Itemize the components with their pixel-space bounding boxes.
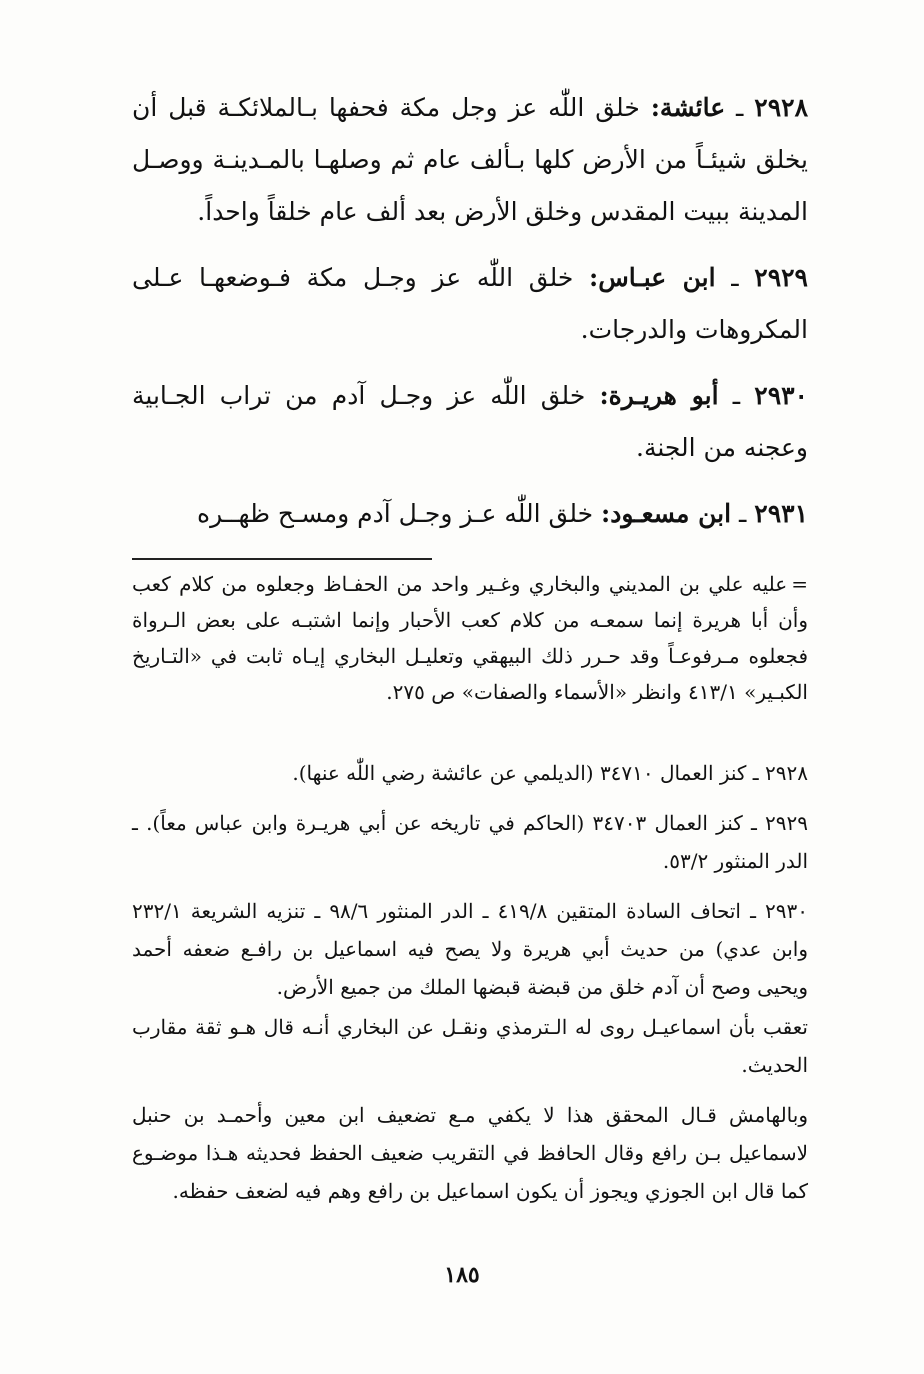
footnote-text: عليه علي بن المديني والبخاري وغـير واحد من الحفـاظ وجعلوه من كلام كعب وأن أبا هريرة إنما سمعـه من كلام كعب الأحبار وإنما اشتبـه على بعض الـرواة فجعلوه مـرفوعـاً وقد حـرر ذلك البيهقي وتعليـل البخاري إيـاه ثابت في «التـاريخ الكبـير» ٤١٣/١ وانظر «الأسماء والصفات» ص ٢٧٥. [132,572,809,704]
spacer [132,710,808,754]
reference-entry: تعقب بأن اسماعيـل روى له الـترمذي ونقـل عن البخاري أنـه قال هـو ثقة مقارب الحديث. [132,1015,808,1077]
hadith-narrator: ابن عبـاس: [589,263,716,292]
footnote [132,566,808,710]
hadith-narrator: عائشة: [650,93,726,122]
footnote-divider [132,558,432,560]
hadith-text: خلق اللّٰه عـز وجـل آدم ومسـح ظهــره [197,499,594,528]
hadith-text: خلق اللّٰه عز وجـل مكة فـوضعهـا عـلى المكروهات والدرجات. [132,263,808,344]
hadith-entry [132,488,808,540]
hadith-number: ٢٩٢٨ [754,93,808,122]
hadith-narrator: ابن مسعـود: [601,499,732,528]
reference-entry: وبالهامش قـال المحقق هذا لا يكفي مـع تضعيف ابن معين وأحمـد بن حنبل لاسماعيل بـن رافع وقال الحافظ في التقريب ضعيف الحفظ فحديثه هـذا موضـوع كما قال ابن الجوزي ويجوز أن يكون اسماعيل بن رافع وهم فيه لضعف حفظه. [132,1103,808,1203]
page-body [132,82,808,1222]
hadith-dash: ـ [731,263,739,292]
hadith-narrator: أبو هريـرة: [599,381,719,410]
hadith-number: ٢٩٣١ [754,499,808,528]
footnote-continuation-marker: = [791,572,808,596]
hadith-number: ٢٩٢٩ [754,263,808,292]
hadith-dash: ـ [736,93,744,122]
hadith-number: ٢٩٣٠ [754,381,808,410]
reference-entry: ٢٩٢٨ ـ كنز العمال ٣٤٧١٠ (الديلمي عن عائشة رضي اللّٰه عنها). [292,761,808,785]
reference-entry: ٢٩٣٠ ـ اتحاف السادة المتقين ٤١٩/٨ ـ الدر المنثور ٩٨/٦ ـ تنزيه الشريعة ٢٣٢/١ وابن عدي) من حديث أبي هريرة ولا يصح فيه اسماعيل بن رافـع ضعفه أحمد ويحيى وصح أن آدم خلق من قبضة قبضها الملك من جميع الأرض. [132,899,808,999]
hadith-entry [132,370,808,474]
page-number: ١٨٥ [444,1262,480,1288]
reference-entry: ٢٩٢٩ ـ كنز العمال ٣٤٧٠٣ (الحاكم في تاريخه عن أبي هريـرة وابن عباس معاً). ـ الدر المنثور ٥٣/٢. [132,811,808,873]
hadith-entry [132,82,808,238]
hadith-text: خلق اللّٰه عز وجل مكة فحفها بـالملائكـة قبل أن يخلق شيئـاً من الأرض كلها بـألف عام ثم وصلهـا بالمـدينـة ووصـل المدينة ببيت المقدس وخلق الأرض بعد ألف عام خلقاً واحداً. [132,93,808,226]
hadith-dash: ـ [732,381,741,410]
hadith-entry [132,252,808,356]
hadith-dash: ـ [739,499,747,528]
hadith-text: خلق اللّٰه عز وجـل آدم من تراب الجـابية وعجنه من الجنة. [132,381,808,462]
